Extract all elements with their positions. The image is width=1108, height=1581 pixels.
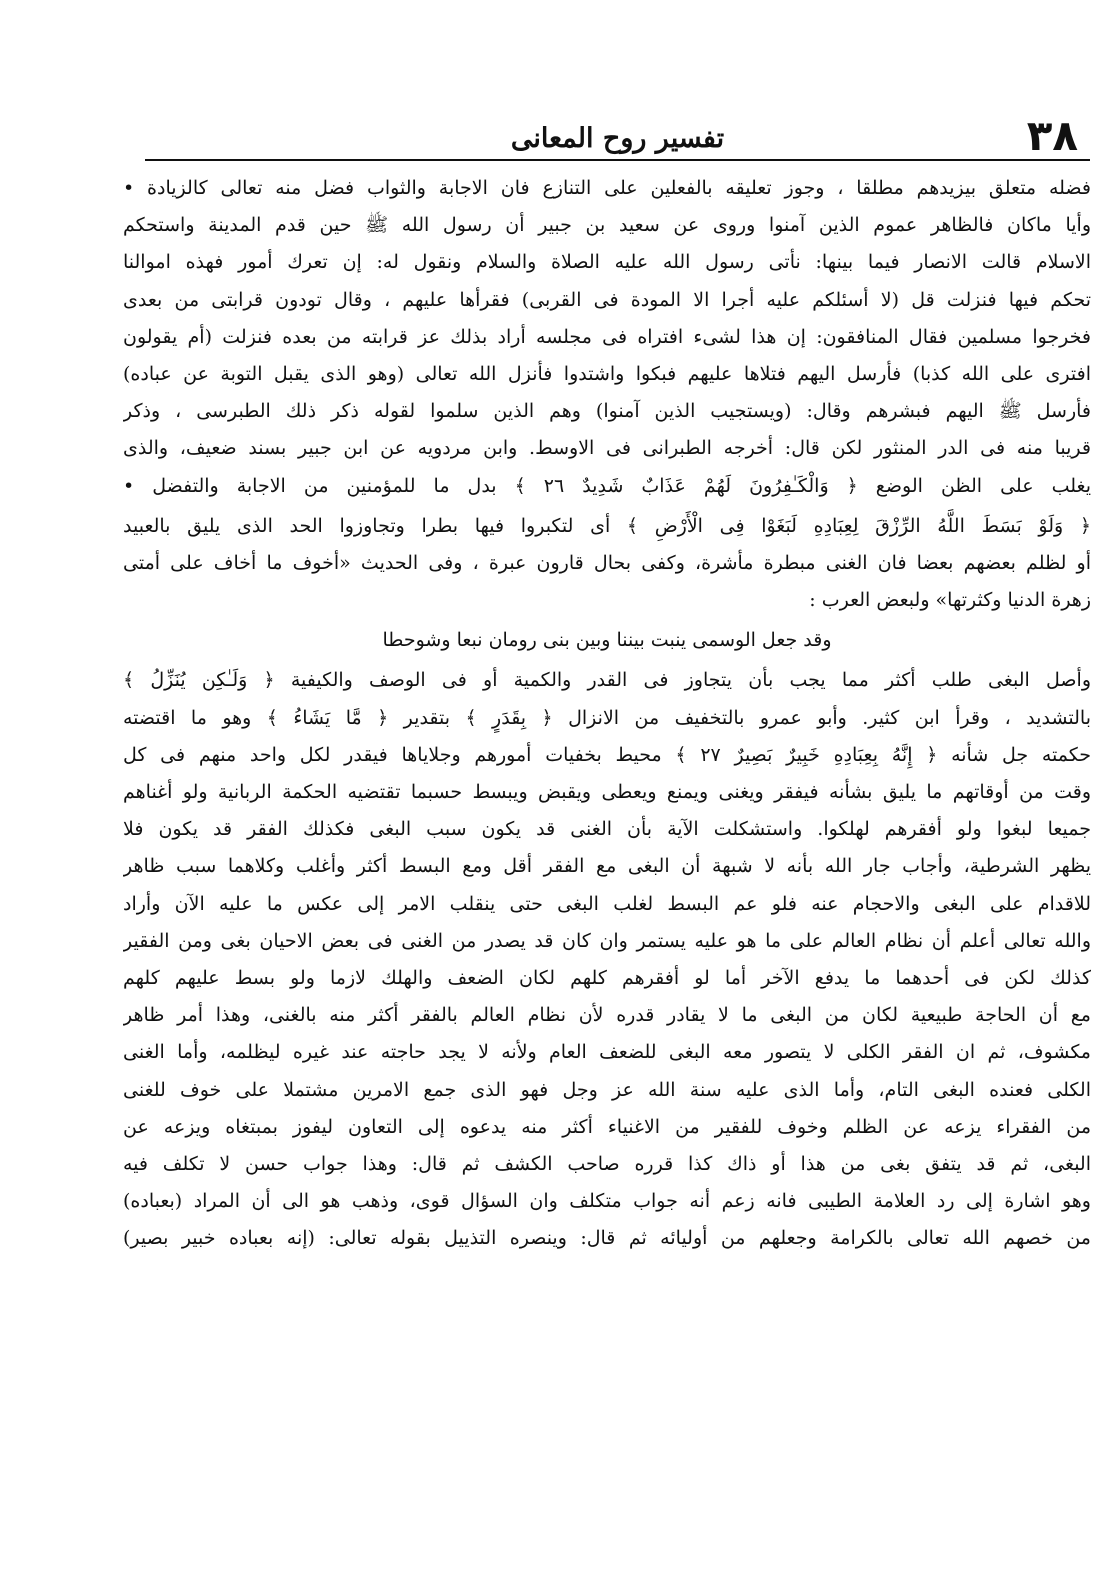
text-line: فضله متعلق بيزيدهم مطلقا ، وجوز تعليقه بالفعلين على التنازع فان الاجابة والثواب فضل منه تعالى كالزيادة •	[123, 177, 1091, 199]
text-line: والله تعالى أعلم أن نظام العالم على ما هو عليه يستمر وان كان قد يصدر من الغنى فى بعض الاحيان بغى ومن الفقير	[123, 929, 1091, 952]
text-line: من خصهم الله تعالى بالكرامة وجعلهم من أوليائه ثم قال: وينصره التذييل بقوله تعالى: (إنه بعباده خبير بصير)	[123, 1227, 1091, 1250]
text-line: من الفقراء يزعه عن الظلم وخوف للفقير من الاغنياء أكثر منه يدعوه إلى التعاون ليفوز بمبتغاه ويزعه عن	[123, 1115, 1091, 1138]
text-line: للاقدام على البغى والاحجام عنه فلو عم البسط لغلب البغى حتى ينقلب الامر إلى عكس ما عليه الآن وأراد	[123, 892, 1091, 915]
text-line: يغلب على الظن الوضع ﴿ وَالْكَـٰفِرُونَ لَهُمْ عَذَابٌ شَدِيدٌ ٢٦ ﴾ بدل ما للمؤمنين من الاجابة والتفضل •	[123, 474, 1091, 497]
text-line: تحكم فيها فنزلت قل (لا أسئلكم عليه أجرا الا المودة فى القربى) فقرأها عليهم ، وقال تودون قرابتى من بعدى	[123, 288, 1091, 311]
running-title: تفسير روح المعانى	[510, 123, 725, 154]
text-line: أو لظلم بعضهم بعضا فان الغنى مبطرة مأشرة، وكفى بحال قارون عبرة ، وفى الحديث «أخوف ما أخاف على أمتى	[123, 551, 1091, 574]
header-rule	[145, 159, 1090, 161]
text-line: البغى، ثم قد يتفق بغى من هذا أو ذاك كذا قرره صاحب الكشف ثم قال: وهذا جواب حسن لا تكلف فيه	[123, 1152, 1091, 1175]
text-line: ﴿ وَلَوْ بَسَطَ اللَّهُ الرِّزْقَ لِعِبَادِهِ لَبَغَوْا فِى الْأَرْضِ ﴾ أى لتكبروا فيها بطرا وتجاوزوا الحد الذى يليق بالعبيد	[123, 514, 1091, 537]
text-line: مع أن الحاجة طبيعية لكان من البغى ما لا يقادر قدره لأن نظام العالم بالفقر أكثر منه بالغنى، وهذا أمر ظاهر	[123, 1004, 1091, 1027]
text-line: الكلى فعنده البغى التام، وأما الذى عليه سنة الله عز وجل فهو الذى جمع الامرين مشتملا على خوف للغنى	[123, 1078, 1091, 1101]
text-line: وأيا ماكان فالظاهر عموم الذين آمنوا وروى عن سعيد بن جبير أن رسول الله ﷺ حين قدم المدينة واستحكم	[123, 214, 1091, 237]
page-number: ٣٨	[1026, 111, 1078, 160]
text-line: افترى على الله كذبا) فأرسل اليهم فتلاها عليهم فبكوا واشتدوا فأنزل الله تعالى (وهو الذى يقبل التوبة عن عباده)	[123, 362, 1091, 385]
text-line: مكشوف، ثم ان الفقر الكلى لا يتصور معه البغى للضعف العام ولأنه لا يجد حاجته عند غيره ليظلمه، وأما الغنى	[123, 1041, 1091, 1064]
text-line: وقت من أوقاتهم ما يليق بشأنه فيفقر ويغنى ويمنع ويعطى ويقبض ويبسط حسبما تقتضيه الحكمة الربانية ولو أغناهم	[123, 781, 1091, 803]
text-line: فأرسل ﷺ اليهم فبشرهم وقال: (ويستجيب الذين آمنوا) وهم الذين سلموا لقوله ذكر ذلك الطبرسى ، وذكر	[123, 400, 1091, 423]
text-line: وأصل البغى طلب أكثر مما يجب بأن يتجاوز فى القدر والكمية أو فى الوصف والكيفية ﴿ وَلَـٰكِن يُنَزِّلُ ﴾	[123, 669, 1091, 692]
text-line: زهرة الدنيا وكثرتها» ولبعض العرب :	[809, 589, 1091, 612]
text-line: وهو اشارة إلى رد العلامة الطيبى فانه زعم أنه جواب متكلف وان السؤال قوى، وذهب هو الى أن المراد (بعباده)	[123, 1190, 1091, 1213]
text-line: يظهر الشرطية، وأجاب جار الله بأنه لا شبهة أن البغى مع الفقر أقل ومع البسط أكثر وأغلب وكلاهما سبب ظاهر	[123, 855, 1091, 878]
text-line: فخرجوا مسلمين فقال المنافقون: إن هذا لشىء افتراه فى مجلسه أراد بذلك عز قرابته من بعده فنزلت (أم يقولون	[123, 325, 1091, 348]
page-header	[145, 111, 1090, 162]
text-line: جميعا لبغوا ولو أفقرهم لهلكوا. واستشكلت الآية بأن الغنى قد يكون سبب البغى فكذلك الفقر قد يكون فلا	[123, 818, 1091, 841]
text-line: حكمته جل شأنه ﴿ إِنَّهُ بِعِبَادِهِ خَبِيرٌ بَصِيرٌ ٢٧ ﴾ محيط بخفيات أمورهم وجلاياها فيقدر لكل واحد منهم فى كل	[123, 743, 1091, 766]
text-line: بالتشديد ، وقرأ ابن كثير. وأبو عمرو بالتخفيف من الانزال ﴿ بِقَدَرٍ ﴾ بتقدير ﴿ مَّا يَشَاءُ ﴾ وهو ما اقتضته	[123, 706, 1091, 729]
text-line: كذلك لكن فى أحدهما ما يدفع الآخر أما لو أفقرهم كلهم لكان الضعف والهلك لازما ولو بسط عليهم كلهم	[123, 966, 1091, 989]
text-line: قريبا منه فى الدر المنثور لكن قال: أخرجه الطبرانى فى الاوسط. وابن مردويه عن ابن جبير بسند ضعيف، والذى	[123, 437, 1091, 460]
text-line: الاسلام قالت الانصار فيما بينها: نأتى رسول الله عليه الصلاة والسلام ونقول له: إن تعرك أمور فهذه اموالنا	[123, 251, 1091, 274]
poetry-verse: وقد جعل الوسمى ينبت بيننا وبين بنى رومان نبعا وشوحطا	[382, 629, 832, 652]
body-text	[123, 170, 1091, 1257]
